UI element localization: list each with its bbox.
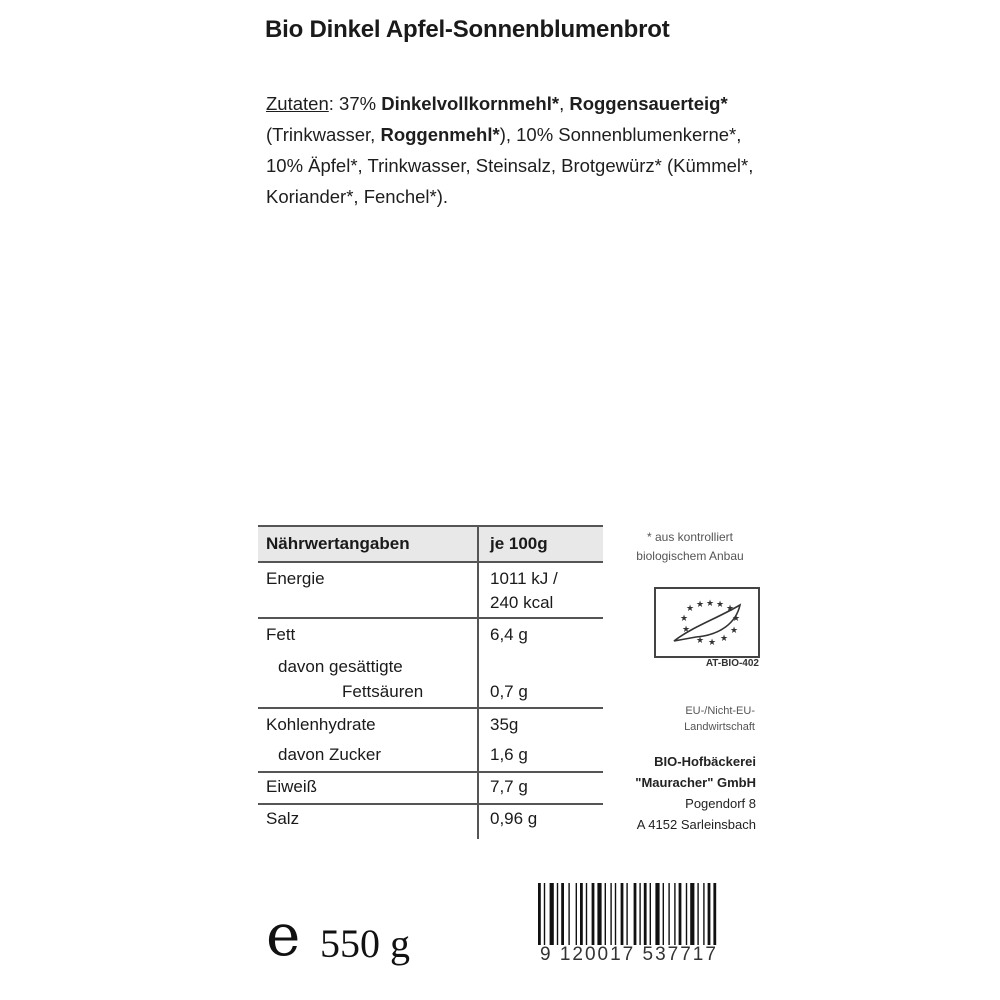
eu-organic-leaf-icon [654, 587, 760, 658]
barcode-bar [639, 883, 640, 945]
svg-text:★: ★ [716, 600, 725, 610]
barcode-bar [626, 883, 627, 945]
barcode-bar [610, 883, 611, 945]
nutrition-row-fat [258, 619, 603, 709]
barcode-bar [668, 883, 669, 945]
nutrition-row-energy [258, 563, 603, 619]
barcode-bar [557, 883, 558, 945]
fat-label: Fett [266, 625, 296, 644]
saturated-label-2: Fettsäuren [342, 682, 424, 701]
barcode-bar [634, 883, 637, 945]
nutrition-row-carbs [258, 709, 603, 773]
energy-kj: 1011 kJ / [490, 569, 558, 588]
saturated-label-1: davon gesättigte [278, 657, 403, 676]
organic-control-code: AT-BIO-402 [705, 658, 759, 669]
svg-text:★: ★ [720, 634, 729, 644]
ingredient-highlight: Dinkelvollkornmehl* [381, 93, 560, 114]
barcode-bar [568, 883, 569, 945]
barcode-bar [544, 883, 545, 945]
barcode-bar [561, 883, 564, 945]
barcode-bar [586, 883, 587, 945]
column-divider [477, 527, 479, 561]
barcode-bar [674, 883, 675, 945]
barcode-bar [663, 883, 664, 945]
column-divider [477, 563, 479, 617]
company-street: Pogendorf 8 [685, 796, 756, 811]
svg-text:★: ★ [682, 625, 691, 635]
barcode-bar [538, 883, 541, 945]
agriculture-origin [630, 703, 755, 735]
svg-text:★: ★ [732, 614, 741, 624]
barcode-bar [615, 883, 616, 945]
svg-text:★: ★ [686, 604, 695, 614]
barcode-bar [592, 883, 595, 945]
protein-label: Eiweiß [266, 777, 318, 796]
company-name-2: "Mauracher" GmbH [635, 775, 756, 790]
barcode-bar [597, 883, 601, 945]
svg-text:★: ★ [730, 626, 739, 636]
ingredient-text: (Trinkwasser, [266, 124, 381, 145]
protein-value: 7,7 g [490, 777, 528, 796]
barcode-bar [703, 883, 704, 945]
barcode-bar [655, 883, 659, 945]
ingredient-highlight: Roggensauerteig* [569, 93, 728, 114]
ingredient-text: : 37% [328, 93, 382, 114]
svg-text:★: ★ [680, 614, 689, 624]
salt-label: Salz [266, 809, 300, 828]
nutrition-header-row [258, 525, 603, 563]
barcode-bar [650, 883, 651, 945]
svg-text:★: ★ [708, 638, 717, 648]
ingredient-text: , [559, 93, 570, 114]
barcode-bar [708, 883, 711, 945]
nutrition-header-value: je 100g [490, 534, 548, 553]
barcode-bar [690, 883, 694, 945]
ingredients-label: Zutaten [266, 93, 329, 114]
barcode-bar [550, 883, 554, 945]
company-name-1: BIO-Hofbäckerei [654, 754, 756, 769]
svg-text:★: ★ [706, 599, 715, 609]
column-divider [477, 619, 479, 707]
barcode-icon [536, 883, 746, 947]
ingredients-list [266, 93, 753, 207]
sugar-label: davon Zucker [278, 745, 381, 764]
barcode-bar [605, 883, 606, 945]
barcode-bar [580, 883, 583, 945]
carbs-value: 35g [490, 715, 519, 734]
ingredients-text [266, 88, 766, 212]
barcode-bar [686, 883, 687, 945]
nutrition-row-salt [258, 805, 603, 839]
organic-note [615, 528, 765, 566]
barcode-bar [697, 883, 698, 945]
barcode-bar [576, 883, 577, 945]
barcode-bar [679, 883, 682, 945]
energy-label: Energie [266, 569, 325, 588]
origin-line-2: Landwirtschaft [684, 721, 755, 733]
barcode-number: 9 120017 537717 [540, 944, 718, 965]
organic-note-line-1: * aus kontrolliert [646, 530, 734, 544]
barcode-bar [621, 883, 624, 945]
energy-kcal: 240 kcal [490, 593, 554, 612]
origin-line-1: EU-/Nicht-EU- [685, 705, 755, 717]
svg-text:★: ★ [696, 636, 705, 646]
svg-text:★: ★ [726, 604, 735, 614]
product-title: Bio Dinkel Apfel-Sonnenblumenbrot [265, 16, 670, 43]
nutrition-table [258, 525, 603, 839]
eu-organic-leaf-drawing [656, 589, 758, 656]
fat-value: 6,4 g [490, 625, 528, 644]
column-divider [477, 709, 479, 771]
barcode-bar [644, 883, 647, 945]
column-divider [477, 805, 479, 839]
company-city: A 4152 Sarleinsbach [636, 817, 756, 832]
nutrition-header-label: Nährwertangaben [266, 534, 410, 553]
column-divider [477, 773, 479, 803]
nutrition-row-protein [258, 773, 603, 805]
company-address [590, 751, 756, 835]
salt-value: 0,96 g [490, 809, 538, 828]
barcode-bar [713, 883, 716, 945]
net-weight: 550 g [320, 921, 410, 966]
carbs-label: Kohlenhydrate [266, 715, 376, 734]
ingredient-text: ), 10% Sonnenblumenkerne*, 10% Äpfel*, Trinkwasser, Steinsalz, Brotgewürz* (Kümmel*, Koriander*, Fenchel*). [266, 124, 754, 207]
svg-text:★: ★ [696, 600, 705, 610]
sugar-value: 1,6 g [490, 745, 528, 764]
organic-note-line-2: biologischem Anbau [636, 549, 744, 563]
ingredient-highlight: Roggenmehl* [380, 124, 500, 145]
estimated-sign-icon: e [266, 901, 301, 969]
saturated-value: 0,7 g [490, 682, 528, 701]
